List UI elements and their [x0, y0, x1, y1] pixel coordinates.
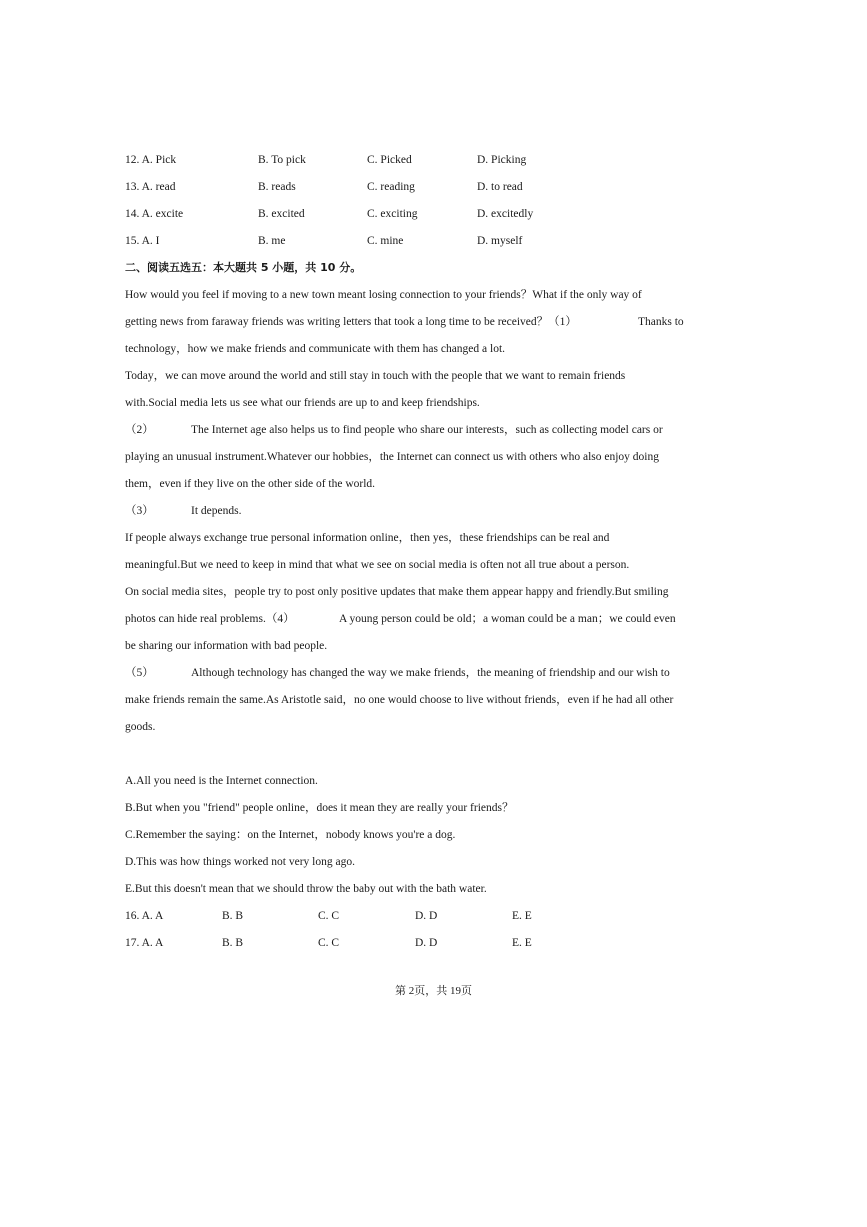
passage-line: with.Social media lets us see what our friends are up to and keep friendships.	[125, 397, 480, 409]
passage-line: playing an unusual instrument.Whatever our hobbies，the Internet can connect us with others who also enjoy doing	[125, 451, 659, 463]
option-d-text: D.This was how things worked not very long ago.	[125, 856, 355, 868]
option-b-text: B.But when you "friend" people online，does it mean they are really your friends？	[125, 802, 514, 814]
option-b: B. B	[222, 937, 244, 949]
passage-line: meaningful.But we need to keep in mind that what we see on social media is often not all true about a person.	[125, 559, 630, 571]
option-d: D. Picking	[477, 154, 527, 166]
option-d: D. D	[415, 937, 438, 949]
option-a: 12. A. Pick	[125, 154, 177, 166]
passage-text: Thanks to	[638, 316, 684, 328]
option-d: D. to read	[477, 181, 523, 193]
passage-line: Today，we can move around the world and still stay in touch with the people that we want to remain friends	[125, 370, 626, 382]
passage-line: technology，how we make friends and communicate with them has changed a lot.	[125, 343, 506, 355]
passage-line	[125, 666, 690, 680]
option-c: C. C	[318, 937, 340, 949]
option-a: 14. A. excite	[125, 208, 184, 220]
option-c-text: C.Remember the saying：on the Internet，nobody knows you're a dog.	[125, 829, 456, 841]
option-e: E. E	[512, 937, 532, 949]
option-c: C. Picked	[367, 154, 412, 166]
option-b: B. B	[222, 910, 244, 922]
option-a: 15. A. I	[125, 235, 160, 247]
option-b: B. reads	[258, 181, 296, 193]
passage-text: getting news from faraway friends was writing letters that took a long time to be received？（1）	[125, 316, 577, 328]
passage-line: be sharing our information with bad people.	[125, 640, 328, 652]
passage-line	[125, 612, 690, 626]
passage-text: A young person could be old；a woman could be a man；we could even	[339, 613, 676, 625]
option-d: D. myself	[477, 235, 523, 247]
option-e-text: E.But this doesn't mean that we should throw the baby out with the bath water.	[125, 883, 487, 895]
blank-marker: （2）	[125, 424, 154, 436]
passage-line	[125, 423, 690, 437]
blank-marker: （5）	[125, 667, 154, 679]
option-a: 13. A. read	[125, 181, 176, 193]
passage-line: How would you feel if moving to a new town meant losing connection to your friends？What if the only way of	[125, 289, 642, 301]
option-a: 16. A. A	[125, 910, 164, 922]
passage-text: The Internet age also helps us to find people who share our interests，such as collecting model cars or	[191, 424, 663, 436]
passage-line: On social media sites，people try to post only positive updates that make them appear happy and friendly.But smiling	[125, 586, 669, 598]
option-c: C. C	[318, 910, 340, 922]
option-a: 17. A. A	[125, 937, 164, 949]
option-c: C. exciting	[367, 208, 418, 220]
passage-line: them，even if they live on the other side of the world.	[125, 478, 376, 490]
section-title: 二、阅读五选五：本大题共 5 小题，共 10 分。	[125, 261, 362, 274]
option-e: E. E	[512, 910, 532, 922]
option-d: D. excitedly	[477, 208, 534, 220]
option-c: C. mine	[367, 235, 404, 247]
passage-text: It depends.	[191, 505, 242, 517]
option-a-text: A.All you need is the Internet connection.	[125, 775, 318, 787]
passage-line: goods.	[125, 721, 156, 733]
passage-text: Although technology has changed the way we make friends，the meaning of friendship and our wish to	[191, 667, 670, 679]
page-footer: 第 2页，共 19页	[395, 985, 472, 997]
option-b: B. excited	[258, 208, 305, 220]
option-d: D. D	[415, 910, 438, 922]
passage-text: photos can hide real problems.（4）	[125, 613, 295, 625]
passage-line: make friends remain the same.As Aristotle said，no one would choose to live without friends，even if he had all other	[125, 694, 674, 706]
passage-line: If people always exchange true personal information online，then yes，these friendships can be real and	[125, 532, 610, 544]
option-c: C. reading	[367, 181, 415, 193]
option-b: B. me	[258, 235, 286, 247]
option-b: B. To pick	[258, 154, 306, 166]
passage-line	[125, 315, 690, 329]
blank-marker: （3）	[125, 505, 154, 517]
passage-line	[125, 504, 690, 518]
